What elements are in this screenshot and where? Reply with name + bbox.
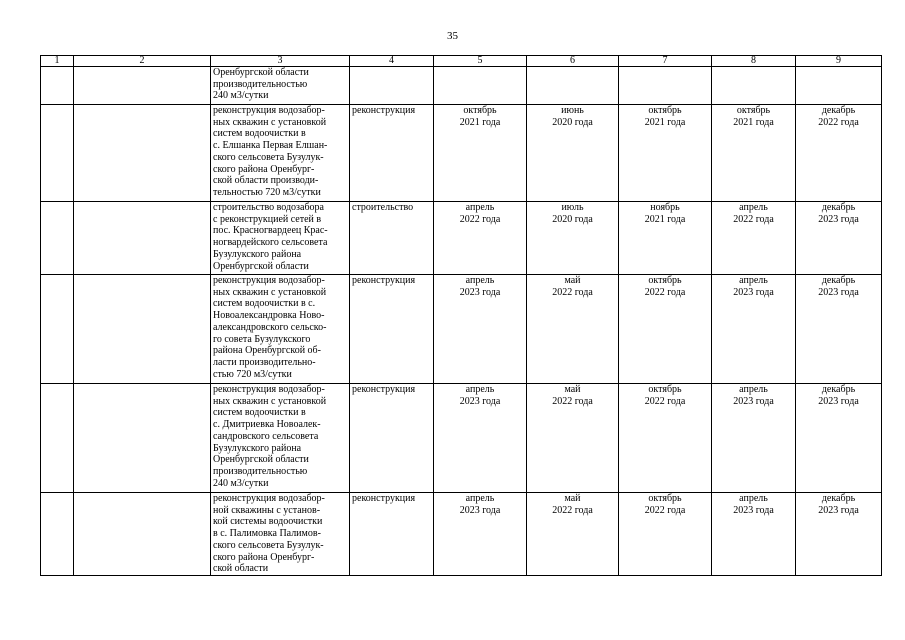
- date-cell-5: [434, 67, 527, 105]
- date-cell-9: декабрь 2023 года: [796, 384, 882, 493]
- header-cell-7: 7: [619, 56, 712, 67]
- object-name-cell: [74, 275, 211, 384]
- header-cell-4: 4: [350, 56, 434, 67]
- date-cell-9: декабрь 2023 года: [796, 202, 882, 275]
- description-cell: Оренбургской области производительностью 240 м3/сутки: [211, 67, 350, 105]
- row-number-cell: [41, 105, 74, 202]
- description-cell: реконструкция водозабор- ных скважин с установкой систем водоочистки в с. Новоалександровка Ново- александровского сельско- го совета Бузулукского района Оренбургской об- ласти производительно- стью 720 м3/сутки: [211, 275, 350, 384]
- date-cell-5: апрель 2023 года: [434, 493, 527, 576]
- date-cell-8: апрель 2022 года: [712, 202, 796, 275]
- date-cell-5: апрель 2022 года: [434, 202, 527, 275]
- date-cell-7: октябрь 2022 года: [619, 275, 712, 384]
- date-cell-5: апрель 2023 года: [434, 384, 527, 493]
- row-number-cell: [41, 493, 74, 576]
- date-cell-6: май 2022 года: [527, 384, 619, 493]
- date-cell-7: ноябрь 2021 года: [619, 202, 712, 275]
- header-cell-1: 1: [41, 56, 74, 67]
- date-cell-6: июнь 2020 года: [527, 105, 619, 202]
- table-row: [41, 105, 882, 202]
- date-cell-7: октябрь 2021 года: [619, 105, 712, 202]
- work-type-cell: реконструкция: [350, 384, 434, 493]
- object-name-cell: [74, 384, 211, 493]
- header-row: [41, 56, 882, 67]
- date-cell-9: декабрь 2022 года: [796, 105, 882, 202]
- row-number-cell: [41, 202, 74, 275]
- description-cell: реконструкция водозабор- ных скважин с установкой систем водоочистки в с. Дмитриевка Новоалек- сандровского сельсовета Бузулукского района Оренбургской области производительностью 240 м3/сутки: [211, 384, 350, 493]
- header-cell-2: 2: [74, 56, 211, 67]
- work-type-cell: [350, 67, 434, 105]
- date-cell-8: октябрь 2021 года: [712, 105, 796, 202]
- work-type-cell: реконструкция: [350, 493, 434, 576]
- date-cell-8: [712, 67, 796, 105]
- schedule-table: [40, 55, 882, 576]
- table-row: [41, 202, 882, 275]
- work-type-cell: строительство: [350, 202, 434, 275]
- date-cell-6: [527, 67, 619, 105]
- date-cell-9: декабрь 2023 года: [796, 493, 882, 576]
- work-type-cell: реконструкция: [350, 105, 434, 202]
- table-row: [41, 275, 882, 384]
- object-name-cell: [74, 202, 211, 275]
- description-cell: реконструкция водозабор- ных скважин с установкой систем водоочистки в с. Елшанка Первая Елшан- ского сельсовета Бузулук- ского района Оренбург- ской области производи- тельностью 720 м3/сутки: [211, 105, 350, 202]
- table-row: [41, 384, 882, 493]
- description-cell: строительство водозабора с реконструкцией сетей в пос. Красногвардеец Крас- ногвардейского сельсовета Бузулукского района Оренбургской области: [211, 202, 350, 275]
- date-cell-7: [619, 67, 712, 105]
- date-cell-6: май 2022 года: [527, 493, 619, 576]
- object-name-cell: [74, 493, 211, 576]
- table-row: [41, 67, 882, 105]
- header-cell-9: 9: [796, 56, 882, 67]
- date-cell-9: декабрь 2023 года: [796, 275, 882, 384]
- date-cell-9: [796, 67, 882, 105]
- row-number-cell: [41, 67, 74, 105]
- object-name-cell: [74, 105, 211, 202]
- table-row: [41, 493, 882, 576]
- header-cell-6: 6: [527, 56, 619, 67]
- date-cell-8: апрель 2023 года: [712, 384, 796, 493]
- date-cell-5: апрель 2023 года: [434, 275, 527, 384]
- date-cell-8: апрель 2023 года: [712, 493, 796, 576]
- header-cell-3: 3: [211, 56, 350, 67]
- date-cell-7: октябрь 2022 года: [619, 493, 712, 576]
- description-cell: реконструкция водозабор- ной скважины с установ- кой системы водоочистки в с. Палимовка Палимов- ского сельсовета Бузулук- ского района Оренбург- ской области: [211, 493, 350, 576]
- row-number-cell: [41, 384, 74, 493]
- date-cell-8: апрель 2023 года: [712, 275, 796, 384]
- page-number: 35: [447, 30, 458, 42]
- date-cell-5: октябрь 2021 года: [434, 105, 527, 202]
- row-number-cell: [41, 275, 74, 384]
- date-cell-7: октябрь 2022 года: [619, 384, 712, 493]
- header-cell-8: 8: [712, 56, 796, 67]
- date-cell-6: май 2022 года: [527, 275, 619, 384]
- date-cell-6: июль 2020 года: [527, 202, 619, 275]
- work-type-cell: реконструкция: [350, 275, 434, 384]
- object-name-cell: [74, 67, 211, 105]
- header-cell-5: 5: [434, 56, 527, 67]
